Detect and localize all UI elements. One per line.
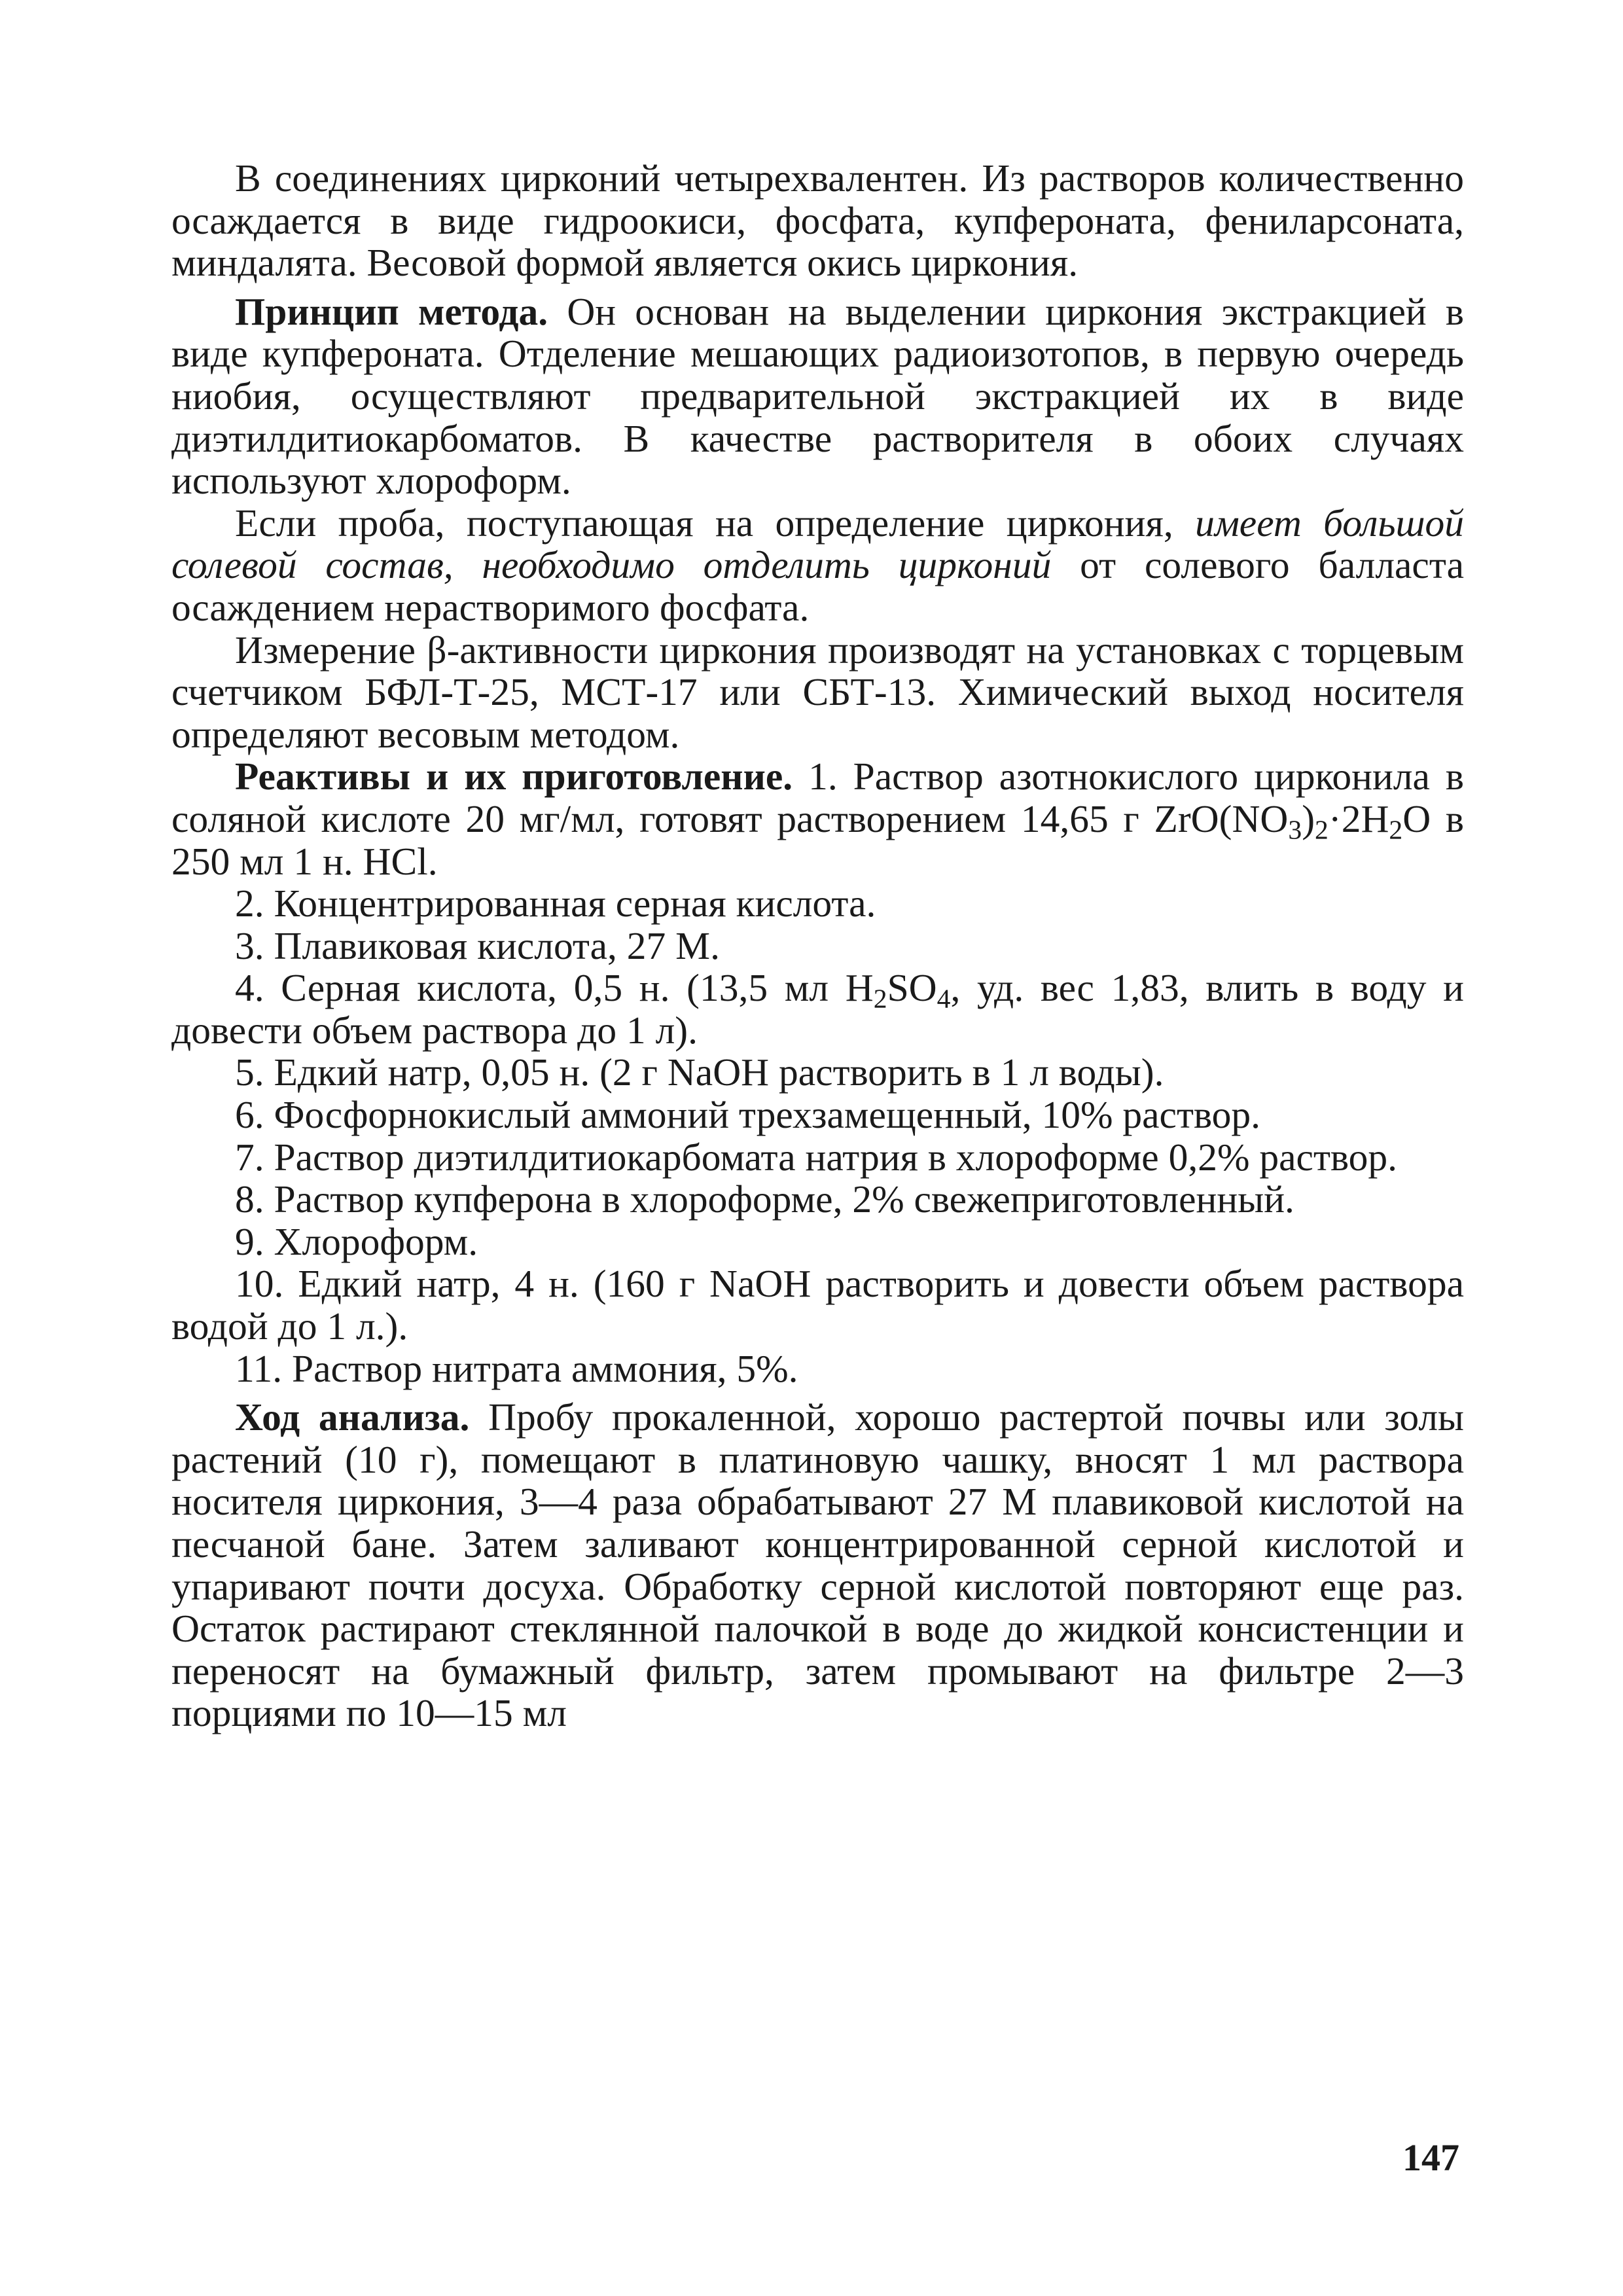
salt-text-start: Если проба, поступающая на определение циркония,: [235, 501, 1196, 545]
paragraph-principle: [171, 291, 1464, 502]
reagent-item-5: 5. Едкий натр, 0,05 н. (2 г NaOH растворить в 1 л воды).: [235, 1050, 1164, 1094]
reagent-item-2: 2. Концентрированная серная кислота.: [235, 882, 876, 925]
reagent-item-1a: 1. Раствор азотнокислого цирконила в соляной кислоте 20 мг/мл, готовят растворением 14,65 г ZrO(NO: [171, 755, 1464, 840]
text-body: [171, 157, 1464, 1734]
reagent-item-4a: 4. Серная кислота, 0,5 н. (13,5 мл H: [235, 966, 874, 1010]
reagent-item-7: 7. Раствор диэтилдитиокарбомата натрия в хлороформе 0,2% раствор.: [235, 1135, 1398, 1179]
reagent-item-4b: SO: [887, 966, 937, 1010]
paragraph-measurement: Измерение β-активности циркония производят на установках с торцевым счетчиком БФЛ-Т-25, МСТ-17 или СБТ-13. Химический выход носителя определяют весовым методом.: [171, 628, 1464, 756]
paragraph-intro: В соединениях цирконий четырехвалентен. Из растворов количественно осаждается в виде гидроокиси, фосфата, купфероната, фениларсоната, миндалята. Весовой формой является окись циркония.: [171, 156, 1464, 285]
reagent-item-11: 11. Раствор нитрата аммония, 5%.: [235, 1346, 798, 1390]
reagent-item-4-sub: 4: [936, 984, 951, 1014]
procedure-heading: Ход анализа.: [235, 1395, 470, 1439]
reagent-item-6: 6. Фосфорнокислый аммоний трехзамещенный, 10% раствор.: [235, 1093, 1261, 1137]
reagent-item-1d: O в 250 мл 1 н. HCl.: [171, 797, 1464, 883]
reagent-item-1-sub: 2: [1315, 815, 1329, 846]
reagent-item-8: 8. Раствор купферона в хлороформе, 2% свежеприготовленный.: [235, 1177, 1294, 1221]
reagent-item-1-sub: 3: [1288, 815, 1302, 846]
reagent-item-4c: , уд. вес 1,83, влить в воду и довести объем раствора до 1 л).: [171, 966, 1464, 1052]
paragraph-reagents: [171, 755, 1464, 882]
reagent-item-4: [171, 967, 1464, 1051]
paragraph-procedure: [171, 1396, 1464, 1734]
reagent-item-1c: ·2H: [1328, 797, 1389, 840]
principle-text: Он основан на выделении циркония экстракцией в виде купфероната. Отделение мешающих радиоизотопов, в первую очередь ниобия, осуществляют предварительной экстракцией их в виде диэтилдитиокарбоматов. В качестве растворителя в обоих случаях используют хлороформ.: [171, 289, 1464, 503]
reagent-item-10: 10. Едкий натр, 4 н. (160 г NaOH растворить и довести объем раствора водой до 1 л.).: [171, 1262, 1464, 1348]
principle-heading: Принцип метода.: [235, 289, 548, 333]
reagent-item-1b: ): [1302, 797, 1315, 840]
reagent-item-1-sub: 2: [1389, 815, 1403, 846]
page-number: 147: [1402, 2136, 1459, 2179]
reagent-item-9: 9. Хлороформ.: [235, 1219, 478, 1263]
reagent-item-3: 3. Плавиковая кислота, 27 М.: [235, 924, 720, 967]
procedure-text: Пробу прокаленной, хорошо растертой почвы или золы растений (10 г), помещают в платиновую чашку, вносят 1 мл раствора носителя циркония, 3—4 раза обрабатывают 27 М плавиковой кислотой на песчаной бане. Затем заливают концентрированной серной кислотой и упаривают почти досуха. Обработку серной кислотой повторяют еще раз. Остаток растирают стеклянной палочкой в воде до жидкой консистенции и переносят на бумажный фильтр, затем промывают на фильтре 2—3 порциями по 10—15 мл: [171, 1395, 1464, 1735]
paragraph-salt: [171, 502, 1464, 629]
reagent-item-4-sub: 2: [873, 984, 887, 1014]
salt-text-end: от солевого балласта осаждением нерастворимого фосфата.: [171, 543, 1464, 629]
reagents-heading: Реактивы и их приготовление.: [235, 755, 793, 798]
salt-text-italic: имеет большой солевой состав, необходимо отделить цирконий: [171, 501, 1464, 587]
